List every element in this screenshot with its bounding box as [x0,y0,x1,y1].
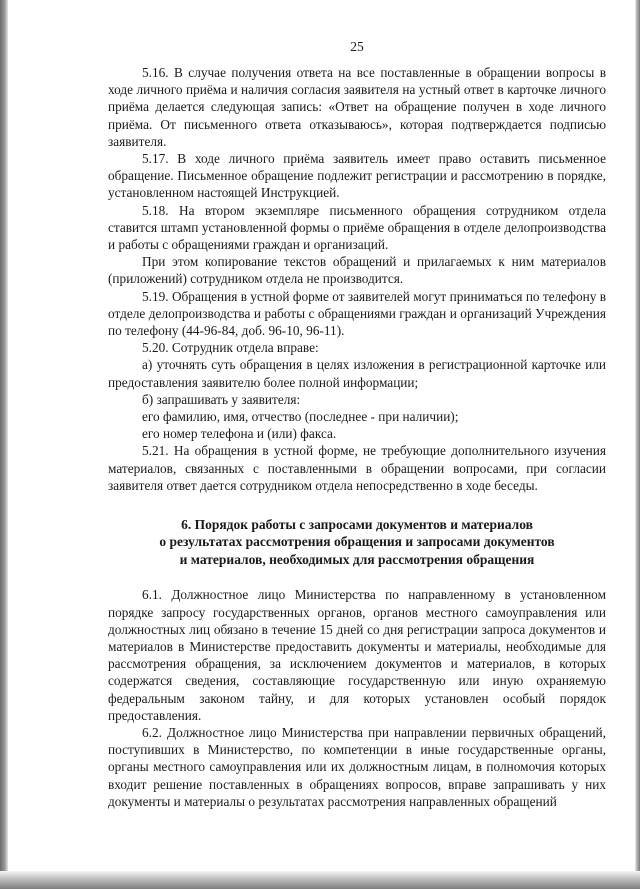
scan-shadow-right [635,0,640,889]
paragraph-5-21: 5.21. На обращения в устной форме, не требующие дополнительного изучения материалов, связанных с поставленными в обращении вопросами, при согласии заявителя ответ дается сотрудником отдела непосредственно в ходе беседы. [108,443,606,493]
paragraph-5-16: 5.16. В случае получения ответа на все поставленные в обращении вопросы в ходе личного приёма и наличия согласия заявителя на устный ответ в карточке личного приёма делается следующая запись: «Ответ на обращение получен в ходе личного приёма. От письменного ответа отказываюсь», которая подтверждается подписью заявителя. [108,65,606,149]
body-text-before [108,64,606,494]
scan-shadow-bottom [0,871,640,889]
paragraph-copying: При этом копирование текстов обращений и прилагаемых к ним материалов (приложений) сотрудником отдела не производится. [108,254,606,287]
heading-line-1: 6. Порядок работы с запросами документов и материалов [181,517,533,533]
page-number: 25 [350,39,364,54]
body-text-after [108,586,606,810]
document-page [108,38,606,810]
scan-shadow-left [0,0,8,889]
paragraph-6-1: 6.1. Должностное лицо Министерства по направленному в установленном порядке запросу государственных органов, органов местного самоуправления или должностных лиц обязано в течение 15 дней со дня регистрации запроса документов и материалов в Министерстве предоставить документы и материалы, необходимые для рассмотрения обращения, за исключением документов и материалов, в которых содержатся сведения, составляющие государственную или иную охраняемую федеральным законом тайну, и для которых установлен особый порядок предоставления. [108,587,606,723]
paragraph-5-20-b: б) запрашивать у заявителя: [142,391,301,407]
paragraph-6-2: 6.2. Должностное лицо Министерства при направлении первичных обращений, поступивших в Министерство, по компетенции в иные государственные органы, органы местного самоуправления или их должностным лицам, в полномочия которых входит решение поставленных в обращениях вопросов, вправе запрашивать у них документы и материалы о результатах рассмотрения направленных обращений [108,724,606,809]
paragraph-5-18: 5.18. На втором экземпляре письменного обращения сотрудником отдела ставится штамп установленной формы о приёме обращения в отделе делопроизводства и работы с обращениями граждан и организаций. [108,202,606,253]
heading-line-3: и материалов, необходимых для рассмотрения обращения [179,551,535,567]
paragraph-5-17: 5.17. В ходе личного приёма заявитель имеет право оставить письменное обращение. Письменное обращение подлежит регистрации и рассмотрению в порядке, установленном настоящей Инструкцией. [108,151,606,201]
paragraph-5-19: 5.19. Обращения в устной форме от заявителей могут приниматься по телефону в отделе делопроизводства и работы с обращениями граждан и организаций Учреждения по телефону (44-96-84, доб. 96-10, 96-11). [108,288,606,339]
section-heading-6 [108,516,606,568]
heading-line-2: о результатах рассмотрения обращения и запросами документов [159,534,555,550]
paragraph-5-20: 5.20. Сотрудник отдела вправе: [142,340,319,356]
paragraph-fio: его фамилию, имя, отчество (последнее - при наличии); [142,409,459,425]
paragraph-phone: его номер телефона и (или) факса. [142,426,337,442]
paragraph-5-20-a: а) уточнять суть обращения в целях изложения в регистрационной карточке или предоставления заявителю более полной информации; [108,357,606,390]
